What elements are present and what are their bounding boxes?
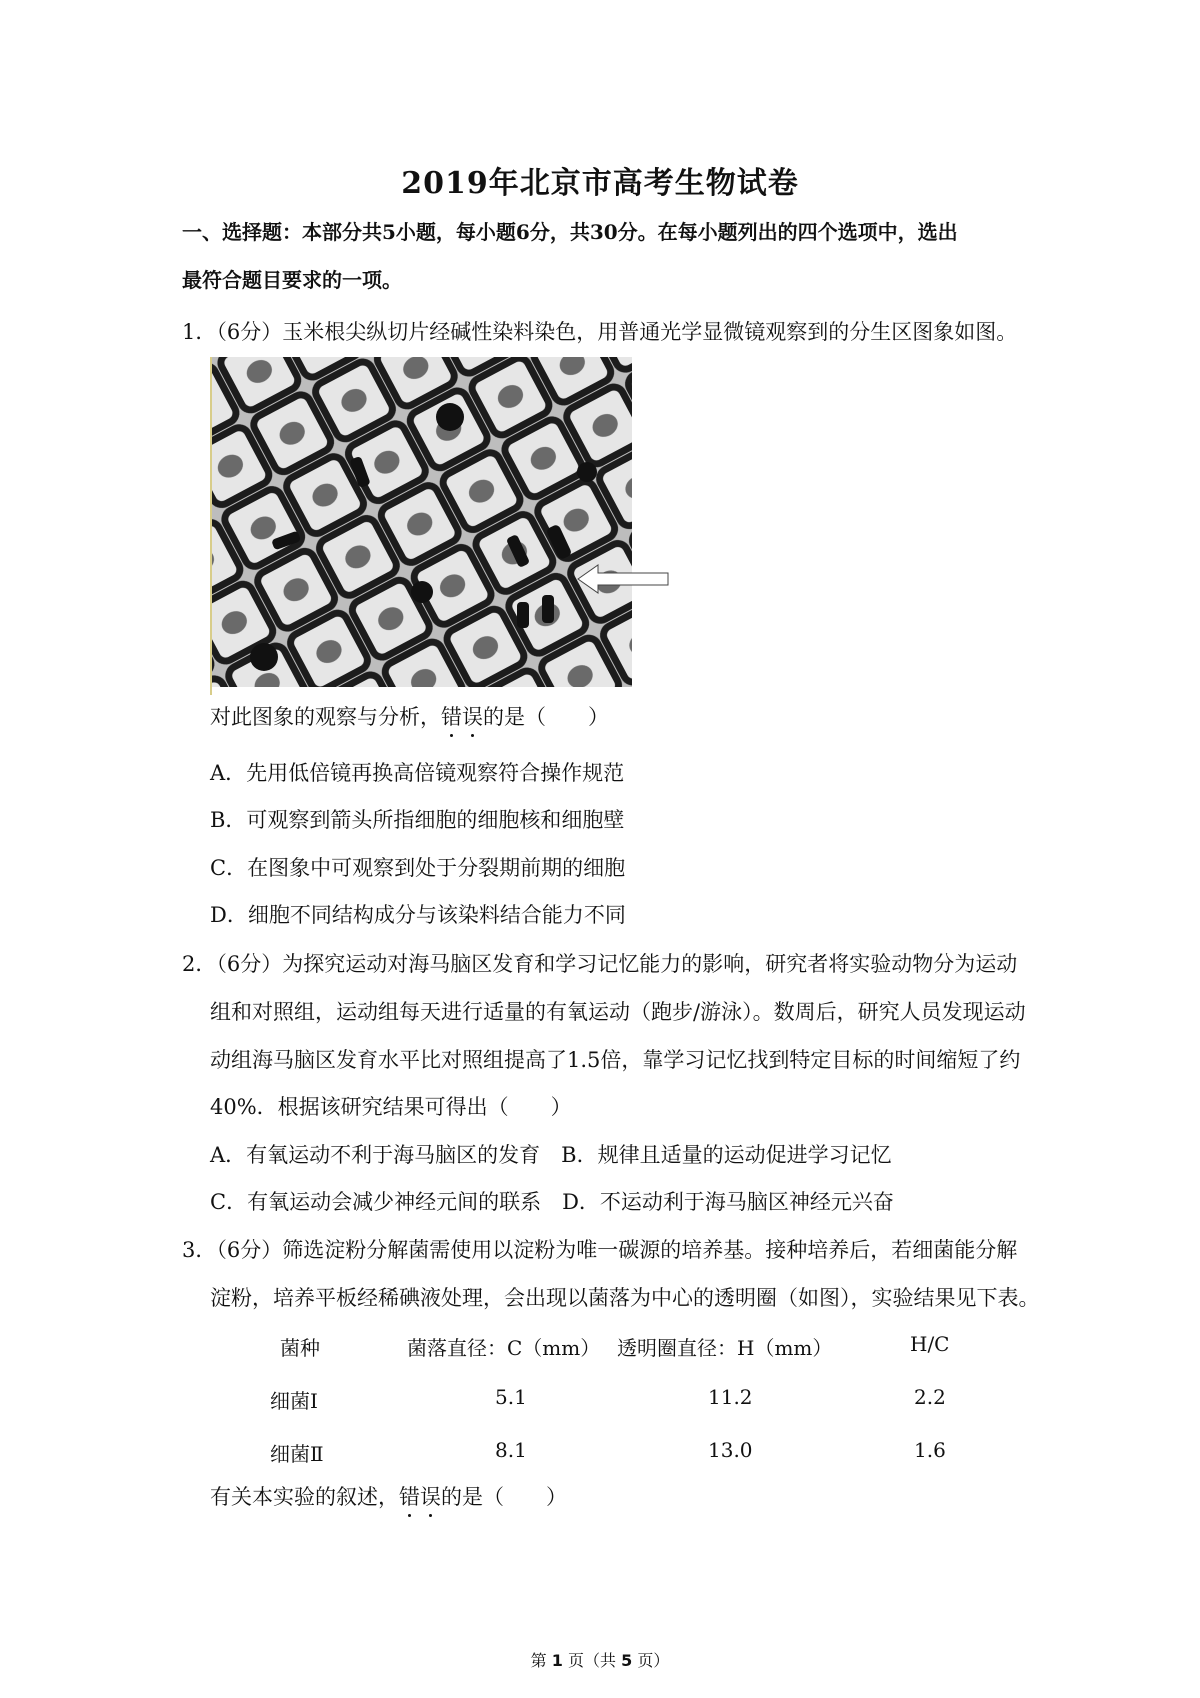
q1-stem: 1．（6分）玉米根尖纵切片经碱性染料染色，用普通光学显微镜观察到的分生区图象如图。	[182, 320, 1018, 344]
q3-prompt-suffix: 的是（ ）	[441, 1485, 567, 1509]
table-cell: 2.2	[914, 1385, 946, 1409]
q3-prompt	[210, 1483, 567, 1511]
table-header-cell: 透明圈直径：H（mm）	[617, 1336, 833, 1360]
footer-pre: 第	[530, 1651, 547, 1670]
q3-prompt-emphasis-1: 错	[399, 1485, 420, 1509]
q2-stem-line-2: 组和对照组，运动组每天进行适量的有氧运动（跑步/游泳）。数周后，研究人员发现运动	[210, 1000, 1026, 1024]
page-title: 2019年北京市高考生物试卷	[401, 166, 799, 201]
table-cell: 13.0	[708, 1438, 753, 1462]
table-cell: 1.6	[914, 1438, 946, 1462]
footer-total-pages: 5	[621, 1651, 633, 1670]
table-cell: 8.1	[495, 1438, 527, 1462]
table-header-cell: 菌种	[280, 1336, 320, 1360]
q1-prompt-prefix: 对此图象的观察与分析，	[210, 705, 441, 729]
micrograph-drawing	[212, 357, 674, 695]
q2-stem-line-3: 动组海马脑区发育水平比对照组提高了1.5倍，靠学习记忆找到特定目标的时间缩短了约	[210, 1048, 1021, 1072]
footer-post: 页）	[637, 1651, 670, 1670]
q1-option-a: A．先用低倍镜再换高倍镜观察符合操作规范	[210, 761, 625, 785]
q1-prompt-suffix: 的是（ ）	[483, 705, 609, 729]
q1-prompt-emphasis-2: 误	[462, 705, 483, 729]
table-header-row	[250, 1332, 1010, 1362]
q1-option-d: D．细胞不同结构成分与该染料结合能力不同	[210, 903, 626, 927]
table-cell: 细菌Ⅰ	[270, 1389, 318, 1413]
table-header-cell: H/C	[910, 1332, 950, 1356]
section-heading-line-2: 最符合题目要求的一项。	[182, 268, 402, 292]
table-cell: 细菌Ⅱ	[270, 1442, 324, 1466]
q1-prompt-emphasis-1: 错	[441, 705, 462, 729]
q1-prompt	[210, 703, 609, 731]
footer-page-number: 1	[551, 1651, 563, 1670]
q3-prompt-emphasis-2: 误	[420, 1485, 441, 1509]
q2-options-row-2: C．有氧运动会减少神经元间的联系 D．不运动利于海马脑区神经元兴奋	[210, 1190, 894, 1214]
q2-stem-line-4: 40%．根据该研究结果可得出（ ）	[210, 1095, 572, 1119]
root-tip-micrograph-icon	[210, 357, 674, 695]
table-cell: 11.2	[708, 1385, 753, 1409]
q3-stem-line-2: 淀粉，培养平板经稀碘液处理，会出现以菌落为中心的透明圈（如图），实验结果见下表。	[210, 1286, 1040, 1310]
q1-option-b: B．可观察到箭头所指细胞的细胞核和细胞壁	[210, 808, 625, 832]
q1-option-c: C．在图象中可观察到处于分裂期前期的细胞	[210, 856, 626, 880]
page-footer	[0, 1648, 1200, 1671]
q3-stem-line-1: 3．（6分）筛选淀粉分解菌需使用以淀粉为唯一碳源的培养基。接种培养后，若细菌能分解	[182, 1238, 1018, 1262]
table-row	[250, 1438, 1010, 1468]
section-heading-line-1: 一、选择题：本部分共5小题，每小题6分，共30分。在每小题列出的四个选项中，选出	[182, 220, 958, 244]
q3-prompt-prefix: 有关本实验的叙述，	[210, 1485, 399, 1509]
q2-options-row-1: A．有氧运动不利于海马脑区的发育 B．规律且适量的运动促进学习记忆	[210, 1143, 892, 1167]
q2-stem-line-1: 2．（6分）为探究运动对海马脑区发育和学习记忆能力的影响，研究者将实验动物分为运动	[182, 952, 1018, 976]
table-header-cell: 菌落直径：C（mm）	[407, 1336, 601, 1360]
table-cell: 5.1	[495, 1385, 527, 1409]
table-row	[250, 1385, 1010, 1415]
footer-mid: 页（共	[567, 1651, 616, 1670]
